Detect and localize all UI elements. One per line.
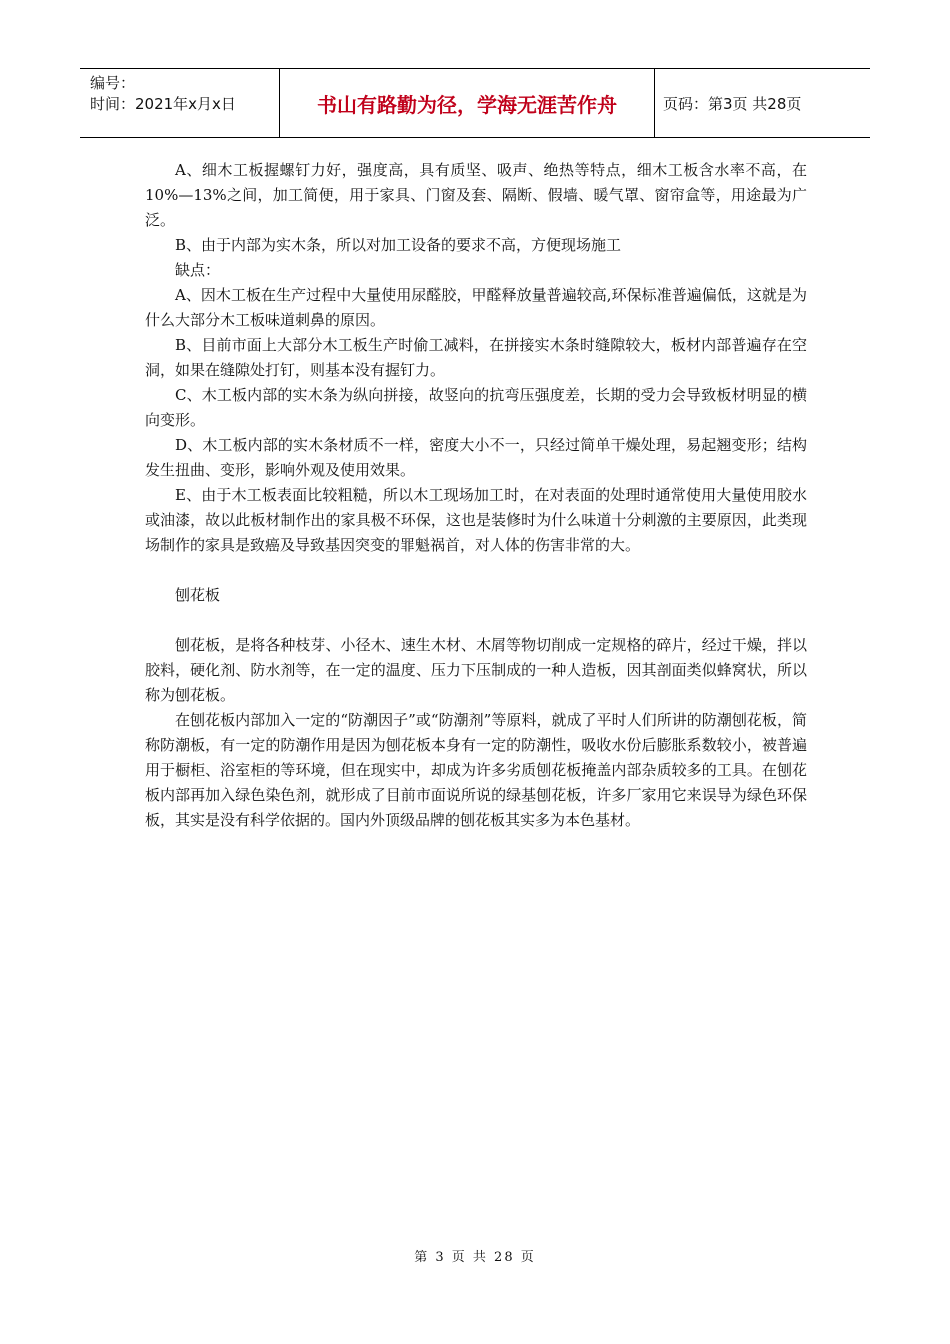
body-paragraph: B、由于内部为实木条，所以对加工设备的要求不高，方便现场施工 — [175, 236, 622, 254]
body-paragraph: E、由于木工板表面比较粗糙，所以木工现场加工时，在对表面的处理时通常使用大量使用胶水或油漆，故以此板材制作出的家具极不环保，这也是装修时为什么味道十分刺激的主要原因，此类现场制作的家具是致癌及导致基因突变的罪魁祸首，对人体的伤害非常的大。 — [145, 486, 807, 554]
body-paragraph: A、细木工板握螺钉力好，强度高，具有质坚、吸声、绝热等特点，细木工板含水率不高，在10%—13%之间，加工简便，用于家具、门窗及套、隔断、假墙、暖气罩、窗帘盒等，用途最为广泛。 — [145, 161, 807, 229]
section-title: 刨花板 — [175, 586, 221, 604]
body-paragraph: A、因木工板在生产过程中大量使用尿醛胶，甲醛释放量普遍较高,环保标准普遍偏低，这就是为什么大部分木工板味道刺鼻的原因。 — [145, 286, 807, 329]
section-paragraph: 在刨花板内部加入一定的“防潮因子”或“防潮剂”等原料，就成了平时人们所讲的防潮刨花板，简称防潮板，有一定的防潮作用是因为刨花板本身有一定的防潮性，吸收水份后膨胀系数较小，被普遍用于橱柜、浴室柜的等环境，但在现实中，却成为许多劣质刨花板掩盖内部杂质较多的工具。在刨花板内部再加入绿色染色剂，就形成了目前市面说所说的绿基刨花板，许多厂家用它来误导为绿色环保板，其实是没有科学依据的。国内外顶级品牌的刨花板其实多为本色基材。 — [145, 711, 807, 829]
document-body — [145, 158, 807, 833]
section-paragraph: 刨花板，是将各种枝芽、小径木、速生木材、木屑等物切削成一定规格的碎片，经过干燥，拌以胶料，硬化剂、防水剂等，在一定的温度、压力下压制成的一种人造板，因其剖面类似蜂窝状，所以称为刨花板。 — [145, 636, 807, 704]
document-number-label: 编号： — [90, 74, 136, 92]
body-paragraph: D、木工板内部的实木条材质不一样，密度大小不一，只经过简单干燥处理，易起翘变形；结构发生扭曲、变形，影响外观及使用效果。 — [145, 436, 807, 479]
body-paragraph: C、木工板内部的实木条为纵向拼接，故竖向的抗弯压强度差，长期的受力会导致板材明显的横向变形。 — [145, 386, 807, 429]
page-footer: 第 3 页 共 28 页 — [414, 1250, 536, 1265]
spacer — [145, 608, 807, 633]
document-date-label: 时间：2021年x月x日 — [90, 95, 236, 113]
header-page-info: 页码：第3页 共28页 — [663, 94, 802, 113]
header-meta — [80, 69, 280, 137]
body-paragraph: B、目前市面上大部分木工板生产时偷工减料，在拼接实木条时缝隙较大，板材内部普遍存在空洞，如果在缝隙处打钉，则基本没有握钉力。 — [145, 336, 807, 379]
body-paragraph: 缺点： — [175, 261, 221, 279]
page-header — [80, 68, 870, 138]
spacer — [145, 558, 807, 583]
header-motto: 书山有路勤为径，学海无涯苦作舟 — [280, 69, 655, 137]
